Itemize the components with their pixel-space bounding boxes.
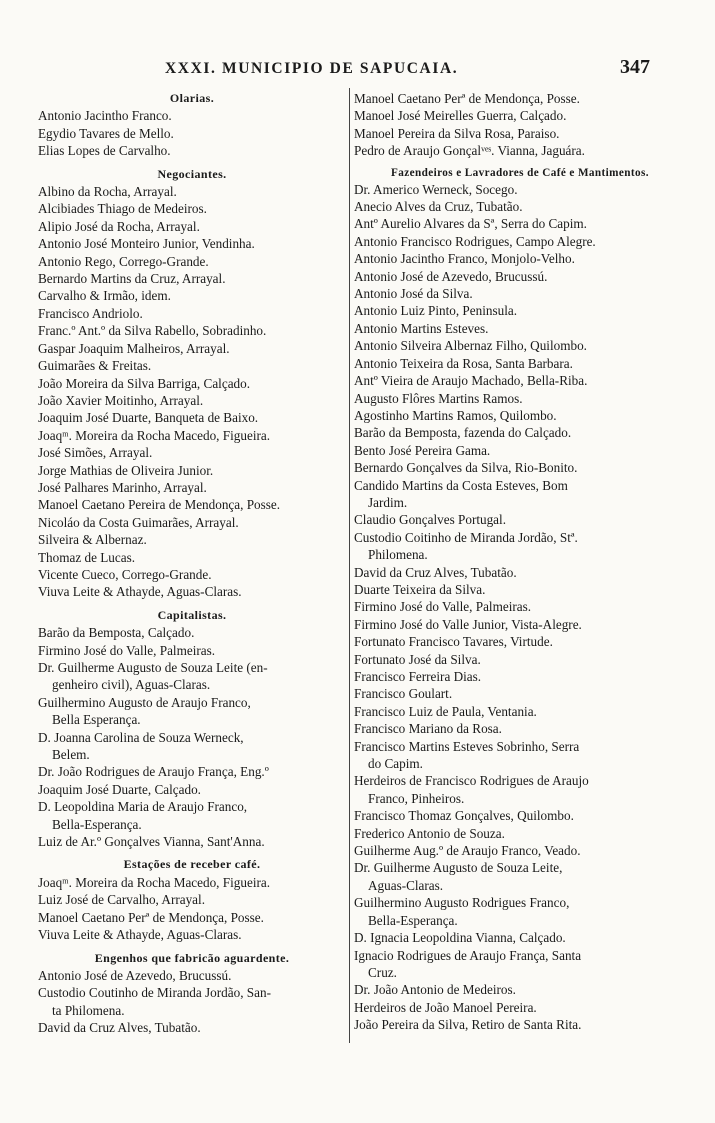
directory-entry: Joaquim José Duarte, Calçado.: [38, 781, 201, 797]
directory-entry: D. Joanna Carolina de Souza Werneck,: [38, 729, 244, 745]
directory-entry: Luiz de Ar.º Gonçalves Vianna, Sant'Anna.: [38, 834, 265, 850]
directory-entry: Fortunato José da Silva.: [354, 651, 481, 667]
section-heading: Negociantes.: [157, 166, 227, 181]
directory-entry: Fortunato Francisco Tavares, Virtude.: [354, 634, 553, 650]
directory-entry: Manoel Caetano Perª de Mendonça, Posse.: [354, 91, 580, 106]
entry-continuation: do Capim.: [368, 756, 423, 772]
directory-entry: Dr. Guilherme Augusto de Souza Leite,: [354, 860, 563, 876]
directory-entry: Viuva Leite & Athayde, Aguas-Claras.: [38, 584, 242, 600]
directory-entry: Nicoláo da Costa Guimarães, Arrayal.: [38, 514, 239, 530]
directory-entry: Herdeiros de Francisco Rodrigues de Araujo: [354, 773, 589, 789]
entry-continuation: Belem.: [52, 747, 90, 763]
page-number: 347: [620, 56, 650, 78]
directory-entry: José Palhares Marinho, Arrayal.: [38, 479, 207, 495]
entry-continuation: Bella-Esperança.: [368, 912, 458, 928]
entry-continuation: Jardim.: [368, 494, 408, 510]
entry-continuation: Aguas-Claras.: [368, 877, 444, 893]
directory-entry: Ignacio Rodrigues de Araujo França, Santa: [354, 947, 582, 963]
directory-entry: Agostinho Martins Ramos, Quilombo.: [354, 407, 557, 423]
directory-entry: Gaspar Joaquim Malheiros, Arrayal.: [38, 340, 230, 356]
directory-entry: Firmino José do Valle Junior, Vista-Alegre.: [354, 616, 582, 632]
directory-entry: Guilhermino Augusto de Araujo Franco,: [38, 694, 251, 710]
directory-entry: Antonio Silveira Albernaz Filho, Quilombo.: [354, 338, 587, 354]
directory-entry: Dr. João Rodrigues de Araujo França, Eng.º: [38, 764, 269, 780]
directory-entry: Bernardo Gonçalves da Silva, Rio-Bonito.: [354, 460, 578, 476]
directory-entry: Bento José Pereira Gama.: [354, 442, 491, 458]
entry-continuation: Bella Esperança.: [52, 712, 141, 728]
directory-entry: Guilhermino Augusto Rodrigues Franco,: [354, 895, 570, 911]
directory-entry: João Pereira da Silva, Retiro de Santa Rita.: [354, 1017, 582, 1033]
directory-entry: Antonio Jacintho Franco, Monjolo-Velho.: [354, 251, 575, 267]
directory-entry: Dr. João Antonio de Medeiros.: [354, 982, 516, 998]
entry-continuation: Cruz.: [368, 964, 397, 980]
directory-entry: Barão da Bemposta, Calçado.: [38, 625, 195, 641]
directory-entry: Dr. Guilherme Augusto de Souza Leite (en-: [38, 660, 268, 675]
directory-entry: Alipio José da Rocha, Arrayal.: [38, 218, 200, 234]
entry-continuation: Philomena.: [368, 547, 428, 563]
directory-entry: Manoel José Meirelles Guerra, Calçado.: [354, 108, 567, 124]
directory-entry: Francisco Goulart.: [354, 686, 453, 702]
directory-entry: Thomaz de Lucas.: [38, 549, 136, 565]
directory-entry: Guimarães & Freitas.: [38, 358, 152, 374]
directory-entry: Elias Lopes de Carvalho.: [38, 143, 171, 159]
directory-entry: Manoel Caetano Perª de Mendonça, Posse.: [38, 909, 264, 925]
directory-entry: Custodio Coitinho de Miranda Jordão, Stª.: [354, 529, 578, 545]
entry-continuation: ta Philomena.: [52, 1002, 125, 1018]
directory-entry: Antonio José de Azevedo, Brucussú.: [38, 967, 232, 983]
directory-entry: Franc.º Ant.º da Silva Rabello, Sobradinho.: [38, 323, 267, 339]
directory-entry: Luiz José de Carvalho, Arrayal.: [38, 892, 205, 908]
directory-entry: Anecio Alves da Cruz, Tubatão.: [354, 199, 523, 215]
directory-entry: Jorge Mathias de Oliveira Junior.: [38, 462, 214, 478]
column-divider: [349, 88, 350, 1043]
entry-continuation: genheiro civil), Aguas-Claras.: [52, 677, 211, 693]
directory-entry: Antonio José Monteiro Junior, Vendinha.: [38, 236, 255, 252]
directory-entry: Silveira & Albernaz.: [38, 532, 147, 548]
directory-entry: Claudio Gonçalves Portugal.: [354, 512, 506, 528]
directory-entry: Francisco Thomaz Gonçalves, Quilombo.: [354, 808, 574, 824]
directory-entry: Francisco Martins Esteves Sobrinho, Serra: [354, 738, 580, 754]
directory-entry: Francisco Andriolo.: [38, 305, 143, 321]
section-heading: Engenhos que fabricão aguardente.: [94, 950, 290, 965]
directory-entry: Viuva Leite & Athayde, Aguas-Claras.: [38, 927, 242, 943]
directory-entry: João Xavier Moitinho, Arrayal.: [38, 392, 204, 408]
directory-entry: José Simões, Arrayal.: [38, 445, 153, 461]
directory-entry: Augusto Flôres Martins Ramos.: [354, 390, 523, 406]
directory-entry: Firmino José do Valle, Palmeiras.: [354, 599, 532, 615]
right-column: [354, 90, 686, 1034]
directory-entry: Joaquim José Duarte, Banqueta de Baixo.: [38, 410, 259, 426]
directory-entry: Antonio Luiz Pinto, Peninsula.: [354, 303, 518, 319]
directory-entry: Antonio Teixeira da Rosa, Santa Barbara.: [354, 355, 573, 371]
section-heading: Estações de receber café.: [123, 857, 261, 872]
directory-entry: Herdeiros de João Manoel Pereira.: [354, 999, 537, 1015]
directory-entry: Firmino José do Valle, Palmeiras.: [38, 642, 216, 658]
section-heading: Olarias.: [169, 91, 215, 105]
directory-entry: Joaqᵐ. Moreira da Rocha Macedo, Figueira.: [38, 427, 271, 443]
directory-entry: Manoel Caetano Pereira de Mendonça, Posse.: [38, 497, 281, 513]
directory-entry: Frederico Antonio de Souza.: [354, 825, 505, 841]
directory-entry: Albino da Rocha, Arrayal.: [38, 184, 177, 200]
directory-entry: Antonio José da Silva.: [354, 286, 473, 302]
left-column: [38, 90, 346, 1037]
directory-entry: Manoel Pereira da Silva Rosa, Paraiso.: [354, 125, 560, 141]
section-heading: Fazendeiros e Lavradores de Café e Mantimentos.: [391, 166, 649, 179]
directory-entry: Custodio Coutinho de Miranda Jordão, San-: [38, 985, 271, 1001]
directory-entry: Carvalho & Irmão, idem.: [38, 288, 171, 304]
directory-entry: Guilherme Aug.º de Araujo Franco, Veado.: [354, 843, 581, 859]
directory-entry: Egydio Tavares de Mello.: [38, 125, 174, 141]
directory-entry: João Moreira da Silva Barriga, Calçado.: [38, 375, 251, 391]
directory-entry: Alcibiades Thiago de Medeiros.: [38, 201, 207, 217]
directory-entry: Antonio Rego, Corrego-Grande.: [38, 253, 209, 269]
directory-entry: Joaqᵐ. Moreira da Rocha Macedo, Figueira.: [38, 874, 271, 890]
section-heading: Capitalistas.: [157, 607, 227, 622]
directory-entry: Antº Aurelio Alvares da Sª, Serra do Capim.: [354, 216, 587, 232]
page-title: XXXI. MUNICIPIO DE SAPUCAIA.: [165, 60, 459, 77]
directory-entry: Barão da Bemposta, fazenda do Calçado.: [354, 425, 572, 441]
directory-entry: Bernardo Martins da Cruz, Arrayal.: [38, 271, 226, 287]
directory-entry: Antonio José de Azevedo, Brucussú.: [354, 268, 548, 284]
directory-entry: Antonio Francisco Rodrigues, Campo Alegre.: [354, 233, 596, 249]
directory-entry: Duarte Teixeira da Silva.: [354, 581, 486, 597]
directory-entry: Candido Martins da Costa Esteves, Bom: [354, 477, 568, 493]
directory-entry: Pedro de Araujo Gonçalᵛᵉˢ. Vianna, Jaguára.: [354, 143, 585, 159]
directory-entry: Dr. Americo Werneck, Socego.: [354, 181, 518, 197]
directory-entry: Francisco Mariano da Rosa.: [354, 721, 502, 737]
directory-entry: Francisco Luiz de Paula, Ventania.: [354, 703, 537, 719]
page-header: [0, 58, 715, 84]
directory-entry: Antº Vieira de Araujo Machado, Bella-Riba.: [354, 373, 588, 389]
directory-entry: D. Leopoldina Maria de Araujo Franco,: [38, 799, 248, 815]
directory-entry: David da Cruz Alves, Tubatão.: [38, 1020, 201, 1036]
entry-continuation: Bella-Esperança.: [52, 816, 142, 832]
directory-entry: Antonio Martins Esteves.: [354, 320, 489, 336]
directory-entry: David da Cruz Alves, Tubatão.: [354, 564, 517, 580]
directory-entry: Francisco Ferreira Dias.: [354, 669, 482, 684]
directory-entry: Antonio Jacintho Franco.: [38, 108, 172, 124]
entry-continuation: Franco, Pinheiros.: [368, 790, 465, 806]
directory-entry: Vicente Cueco, Corrego-Grande.: [38, 566, 212, 582]
directory-entry: D. Ignacia Leopoldina Vianna, Calçado.: [354, 930, 566, 946]
